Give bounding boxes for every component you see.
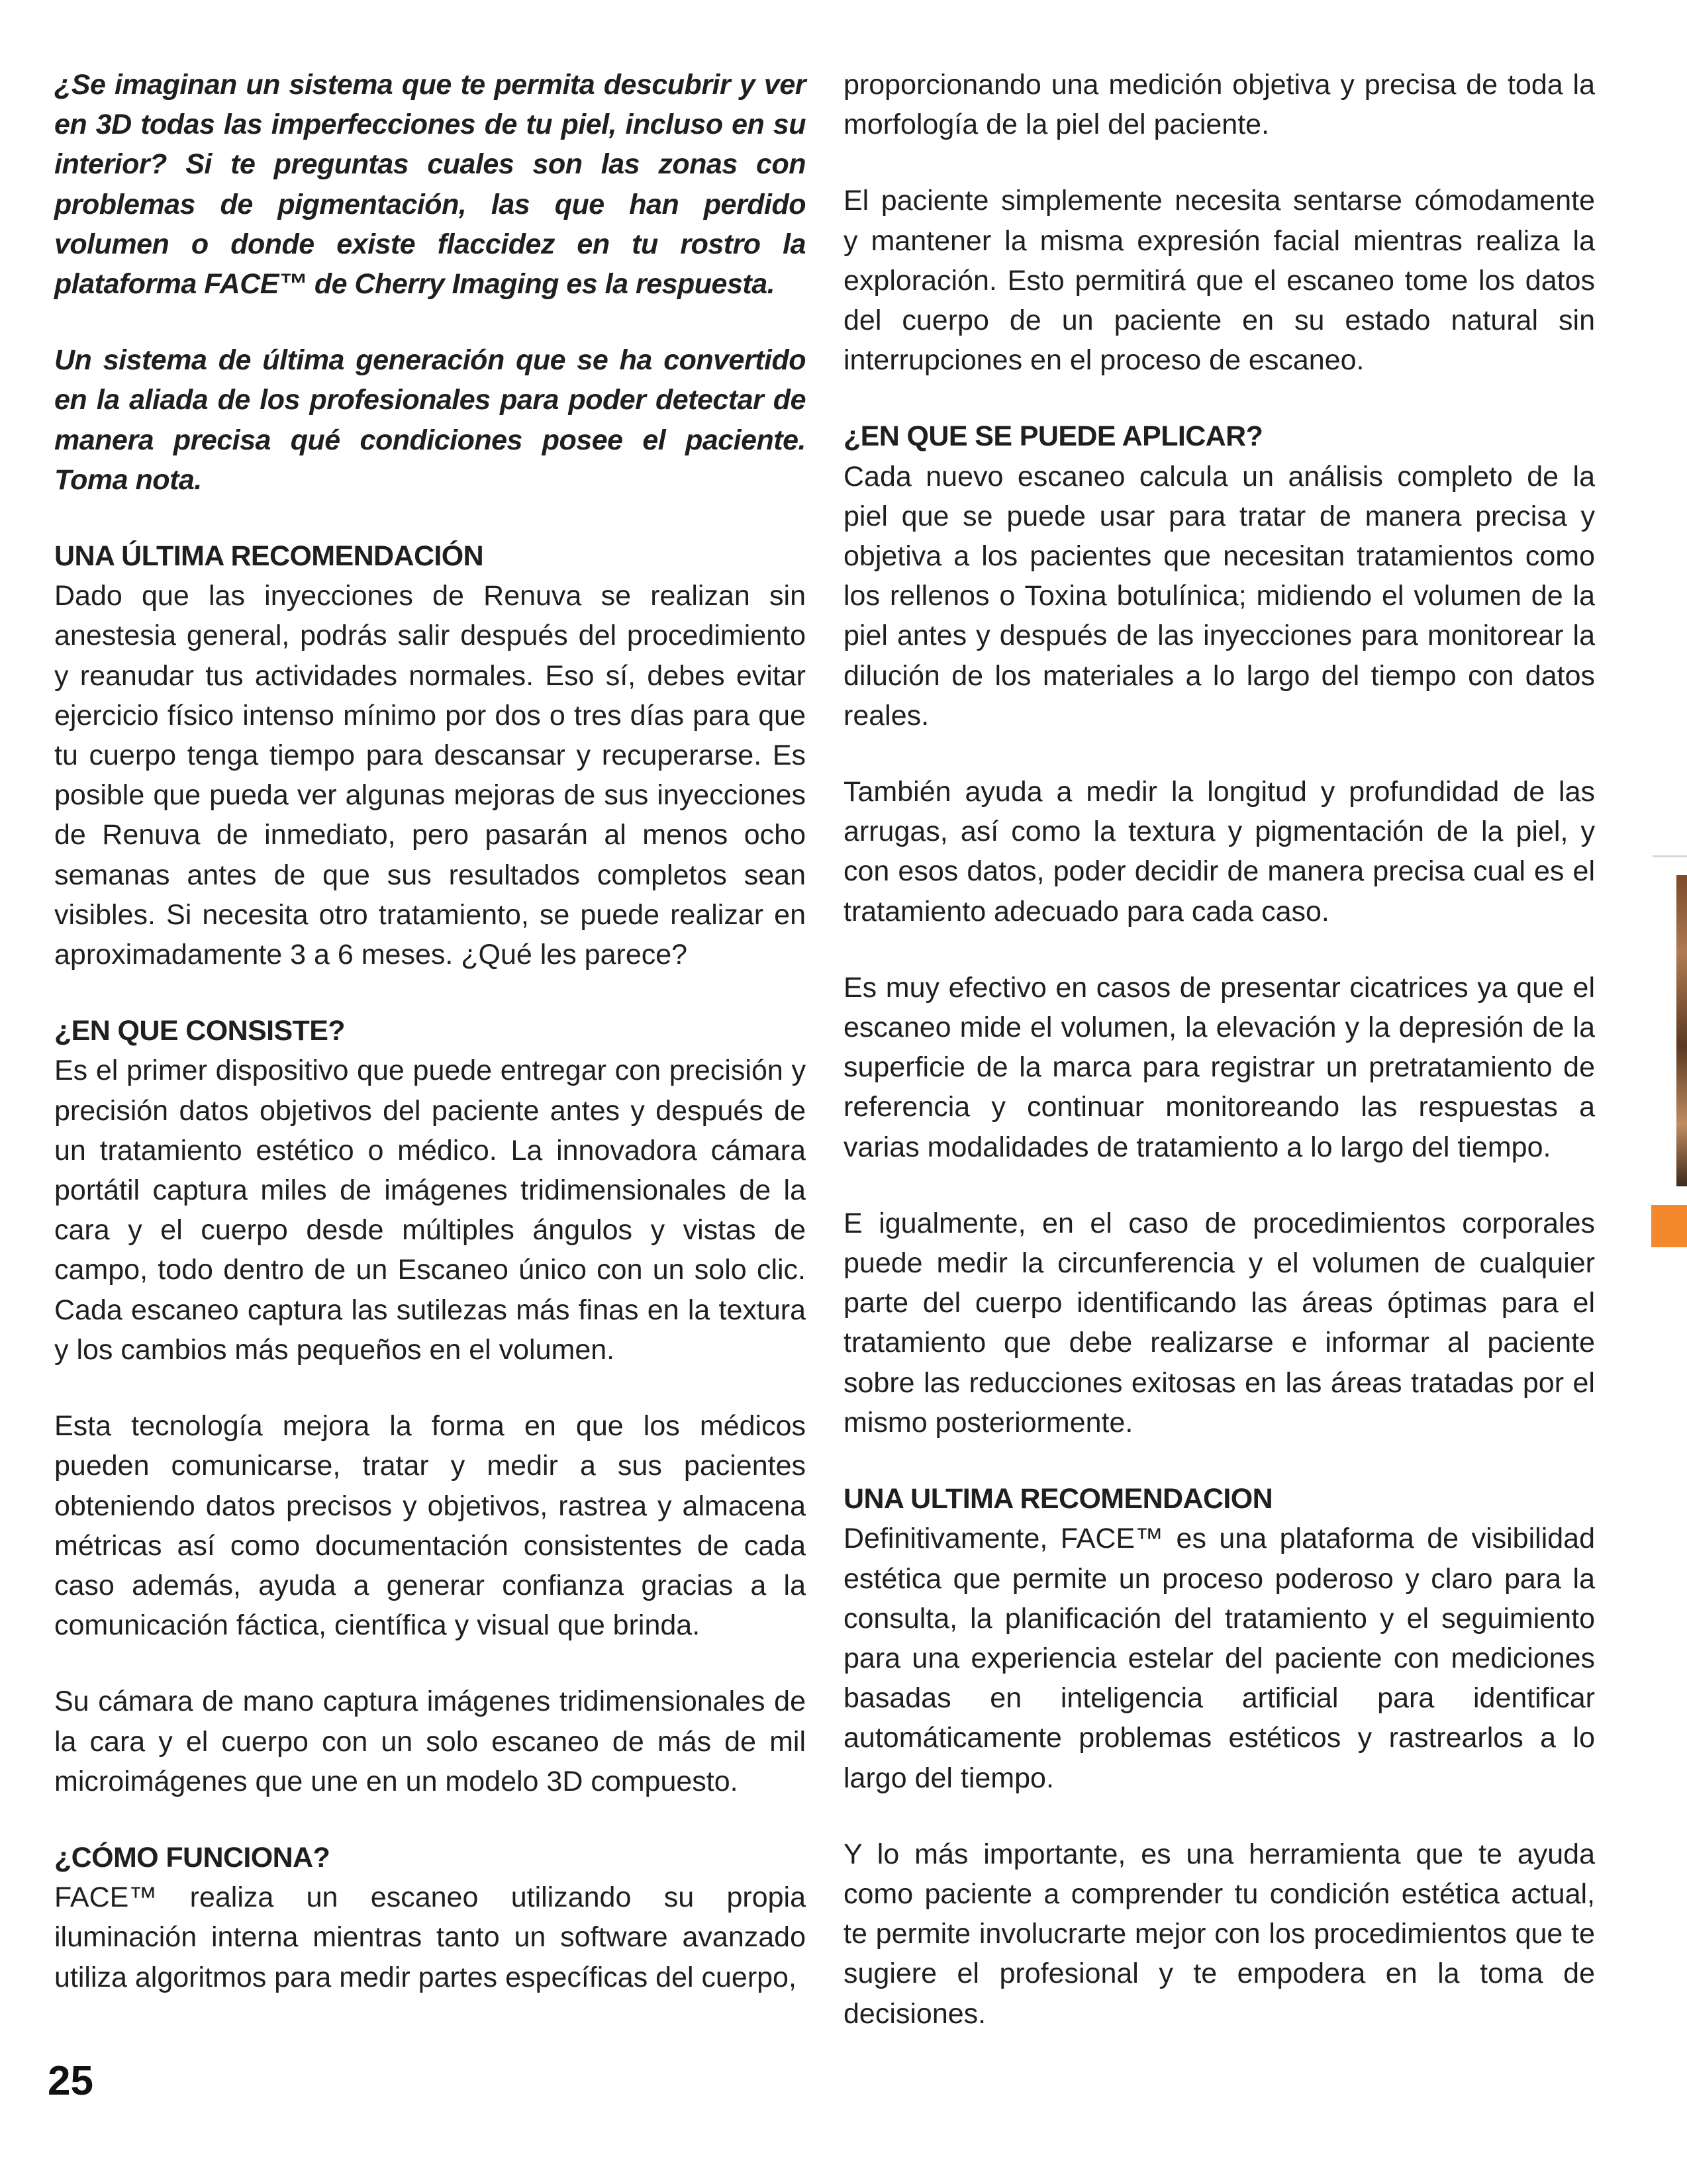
- body-paragraph: Y lo más importante, es una herramienta que te ayuda como paciente a comprender tu condición estética actual, te permite involucrarte mejor con los procedimientos que te sugiere el profesional y te empodera en la toma de decisiones.: [844, 1838, 1595, 2030]
- body-paragraph: Es el primer dispositivo que puede entregar con precisión y precisión datos objetivos del paciente antes y después de un tratamiento estético o médico. La innovadora cámara portátil captura miles de imágenes tridimensionales de la cara y el cuerpo desde múltiples ángulos y vistas de campo, todo dentro de un Escaneo único con un solo clic. Cada escaneo captura las sutilezas más finas en la textura y los cambios más pequeños en el volumen.: [54, 1055, 806, 1366]
- body-paragraph: Dado que las inyecciones de Renuva se realizan sin anestesia general, podrás salir después del procedimiento y reanudar tus actividades normales. Eso sí, debes evitar ejercicio físico intenso mínimo por dos o tres días para que tu cuerpo tenga tiempo para descansar y recuperarse. Es posible que pueda ver algunas mejoras de sus inyecciones de Renuva de inmediato, pero pasarán al menos ocho semanas antes de que sus resultados completos sean visibles. Si necesita otro tratamiento, se puede realizar en aproximadamente 3 a 6 meses. ¿Qué les parece?: [54, 580, 806, 971]
- body-paragraph: E igualmente, en el caso de procedimientos corporales puede medir la circunferencia y el volumen de cualquier parte del cuerpo identificando las áreas óptimas para el tratamiento que debe realizarse e informar al paciente sobre las reducciones exitosas en las áreas tratadas por el mismo posteriormente.: [844, 1207, 1595, 1439]
- body-paragraph: Su cámara de mano captura imágenes tridimensionales de la cara y el cuerpo con un solo escaneo de más de mil microimágenes que une en un modelo 3D compuesto.: [54, 1685, 806, 1797]
- body-paragraph: También ayuda a medir la longitud y profundidad de las arrugas, así como la textura y pigmentación de la piel, y con esos datos, poder decidir de manera precisa cual es el tratamiento adecuado para cada caso.: [844, 776, 1595, 927]
- body-paragraph: Cada nuevo escaneo calcula un análisis completo de la piel que se puede usar para tratar de manera precisa y objetiva a los pacientes que necesitan tratamientos como los rellenos o Toxina botulínica; midiendo el volumen de la piel antes y después de las inyecciones para monitorear la dilución de los materiales a lo largo del tiempo con datos reales.: [844, 460, 1595, 732]
- body-paragraph: Es muy efectivo en casos de presentar cicatrices ya que el escaneo mide el volumen, la elevación y la depresión de la superficie de la marca para registrar un pretratamiento de referencia y continuar monitoreando las respuestas a varias modalidades de tratamiento a lo largo del tiempo.: [844, 971, 1595, 1163]
- left-column: [54, 65, 806, 1997]
- body-paragraph-continuation: proporcionando una medición objetiva y precisa de toda la morfología de la piel del paciente.: [844, 69, 1595, 141]
- section-heading-ultima-recomendacion: UNA ÚLTIMA RECOMENDACIÓN: [54, 540, 484, 573]
- body-paragraph: Definitivamente, FACE™ es una plataforma de visibilidad estética que permite un proceso poderoso y claro para la consulta, la planificación del tratamiento y el seguimiento para una experiencia estelar del paciente con mediciones basadas en inteligencia artificial para identificar automáticamente problemas estéticos y rastrearlos a lo largo del tiempo.: [844, 1523, 1595, 1794]
- section-heading-como-funciona: ¿CÓMO FUNCIONA?: [54, 1841, 330, 1874]
- adjacent-page-photo: [1676, 875, 1687, 1186]
- section-heading-en-que-consiste: ¿EN QUE CONSISTE?: [54, 1015, 345, 1047]
- section-heading-ultima-recomendacion-2: UNA ULTIMA RECOMENDACION: [844, 1483, 1273, 1515]
- body-paragraph: Esta tecnología mejora la forma en que los médicos pueden comunicarse, tratar y medir a sus pacientes obteniendo datos precisos y objetivos, rastrea y almacena métricas así como documentación consistentes de cada caso además, ayuda a generar confianza gracias a la comunicación fáctica, científica y visual que brinda.: [54, 1410, 806, 1642]
- page-number: 25: [48, 2058, 93, 2104]
- right-column: [844, 65, 1595, 2034]
- orange-accent-block: [1651, 1205, 1687, 1247]
- body-paragraph: El paciente simplemente necesita sentarse cómodamente y mantener la misma expresión facial mientras realiza la exploración. Esto permitirá que el escaneo tome los datos del cuerpo de un paciente en su estado natural sin interrupciones en el proceso de escaneo.: [844, 185, 1595, 377]
- section-heading-en-que-se-puede-aplicar: ¿EN QUE SE PUEDE APLICAR?: [844, 420, 1263, 453]
- edge-divider: [1653, 855, 1687, 857]
- body-paragraph: FACE™ realiza un escaneo utilizando su propia iluminación interna mientras tanto un software avanzado utiliza algoritmos para medir partes específicas del cuerpo,: [54, 1881, 806, 1993]
- intro-paragraph-2: Un sistema de última generación que se ha convertido en la aliada de los profesionales para poder detectar de manera precisa qué condiciones posee el paciente. Toma nota.: [54, 344, 806, 496]
- intro-paragraph: ¿Se imaginan un sistema que te permita descubrir y ver en 3D todas las imperfecciones de tu piel, incluso en su interior? Si te preguntas cuales son las zonas con problemas de pigmentación, las que han perdido volumen o donde existe flaccidez en tu rostro la plataforma FACE™ de Cherry Imaging es la respuesta.: [54, 69, 806, 301]
